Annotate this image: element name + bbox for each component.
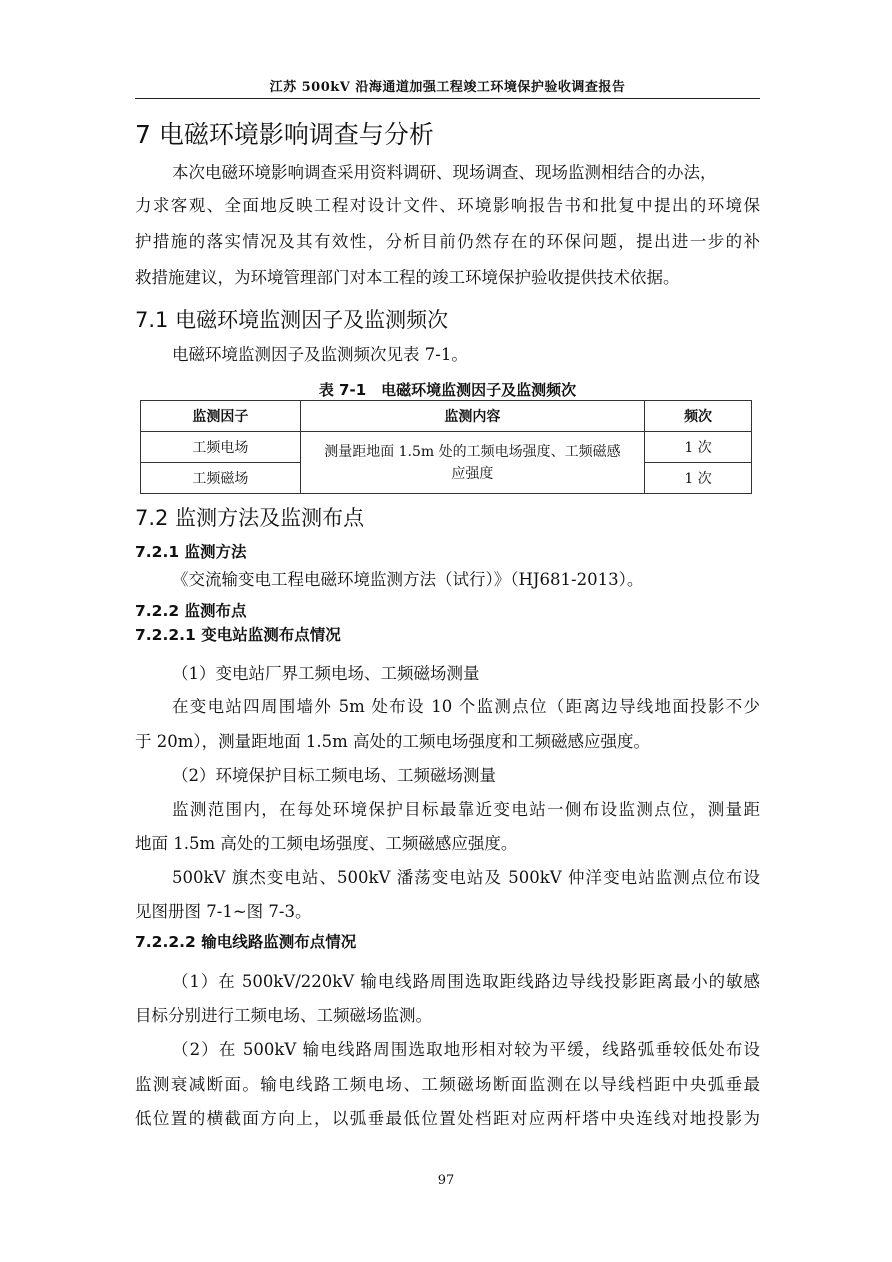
intro-line-2: 力求客观、全面地反映工程对设计文件、环境影响报告书和批复中提出的环境保 (135, 196, 760, 215)
section-7-2-title: 7.2 监测方法及监测布点 (135, 506, 365, 530)
section-7-2-2-title: 7.2.2 监测布点 (135, 602, 247, 620)
substation-line-5: 监测范围内，在每处环境保护目标最靠近变电站一侧布设监测点位，测量距 (172, 800, 760, 819)
content-cell (300, 432, 644, 494)
substation-line-6: 地面 1.5m 高处的工频电场强度、工频磁感应强度。 (135, 834, 518, 853)
section-7-1-title: 7.1 电磁环境监测因子及监测频次 (135, 308, 449, 332)
table-row (141, 432, 752, 463)
intro-line-1: 本次电磁环境影响调查采用资料调研、现场调查、现场监测相结合的办法， (172, 163, 717, 182)
column-header-content: 监测内容 (300, 401, 644, 432)
running-header: 江苏 500kV 沿海通道加强工程竣工环境保护验收调查报告 (269, 80, 626, 95)
section-7-2-1-text: 《交流输变电工程电磁环境监测方法（试行）》（HJ681-2013）。 (172, 570, 644, 589)
substation-line-1: （1）变电站厂界工频电场、工频磁场测量 (172, 664, 480, 683)
line-section-line-4: 监测衰减断面。输电线路工频电场、工频磁场断面监测在以导线档距中央弧垂最 (135, 1075, 760, 1094)
content-line-1: 测量距地面 1.5m 处的工频电场强度、工频磁感 (324, 443, 621, 460)
section-7-2-1-title: 7.2.1 监测方法 (135, 543, 247, 561)
line-section-line-2: 目标分别进行工频电场、工频磁场监测。 (135, 1006, 432, 1025)
factor-cell: 工频电场 (141, 432, 301, 463)
frequency-cell: 1 次 (645, 432, 752, 463)
intro-line-4: 救措施建议，为环境管理部门对本工程的竣工环境保护验收提供技术依据。 (135, 268, 680, 287)
line-section-line-3: （2）在 500kV 输电线路周围选取地形相对较为平缓，线路弧垂较低处布设 (172, 1040, 760, 1059)
intro-line-3: 护措施的落实情况及其有效性，分析目前仍然存在的环保问题，提出进一步的补 (135, 232, 760, 251)
factor-cell: 工频磁场 (141, 463, 301, 494)
column-header-factor: 监测因子 (141, 401, 301, 432)
table-header-row (141, 401, 752, 432)
substation-line-3: 于 20m），测量距地面 1.5m 高处的工频电场强度和工频磁感应强度。 (135, 732, 651, 751)
content-line-2: 应强度 (451, 465, 494, 482)
table-7-1-caption: 表 7-1 电磁环境监测因子及监测频次 (318, 381, 577, 399)
substation-line-4: （2）环境保护目标工频电场、工频磁场测量 (172, 766, 496, 785)
frequency-cell: 1 次 (645, 463, 752, 494)
monitoring-factor-table (140, 400, 752, 494)
chapter-title: 7 电磁环境影响调查与分析 (135, 120, 434, 149)
section-7-2-2-2-title: 7.2.2.2 输电线路监测布点情况 (135, 933, 357, 951)
line-section-line-5: 低位置的横截面方向上，以弧垂最低位置处档距对应两杆塔中央连线对地投影为 (135, 1109, 760, 1128)
page-number: 97 (437, 1173, 455, 1188)
line-section-line-1: （1）在 500kV/220kV 输电线路周围选取距线路边导线投影距离最小的敏感 (172, 972, 760, 991)
section-7-1-text: 电磁环境监测因子及监测频次见表 7-1。 (172, 345, 468, 364)
column-header-frequency: 频次 (645, 401, 752, 432)
substation-line-8: 见图册图 7-1~图 7-3。 (135, 902, 312, 921)
substation-line-7: 500kV 旗杰变电站、500kV 潘荡变电站及 500kV 仲洋变电站监测点位布设 (172, 868, 760, 887)
substation-line-2: 在变电站四周围墙外 5m 处布设 10 个监测点位（距离边导线地面投影不少 (172, 697, 760, 716)
section-7-2-2-1-title: 7.2.2.1 变电站监测布点情况 (135, 626, 341, 644)
header-divider (135, 98, 760, 99)
